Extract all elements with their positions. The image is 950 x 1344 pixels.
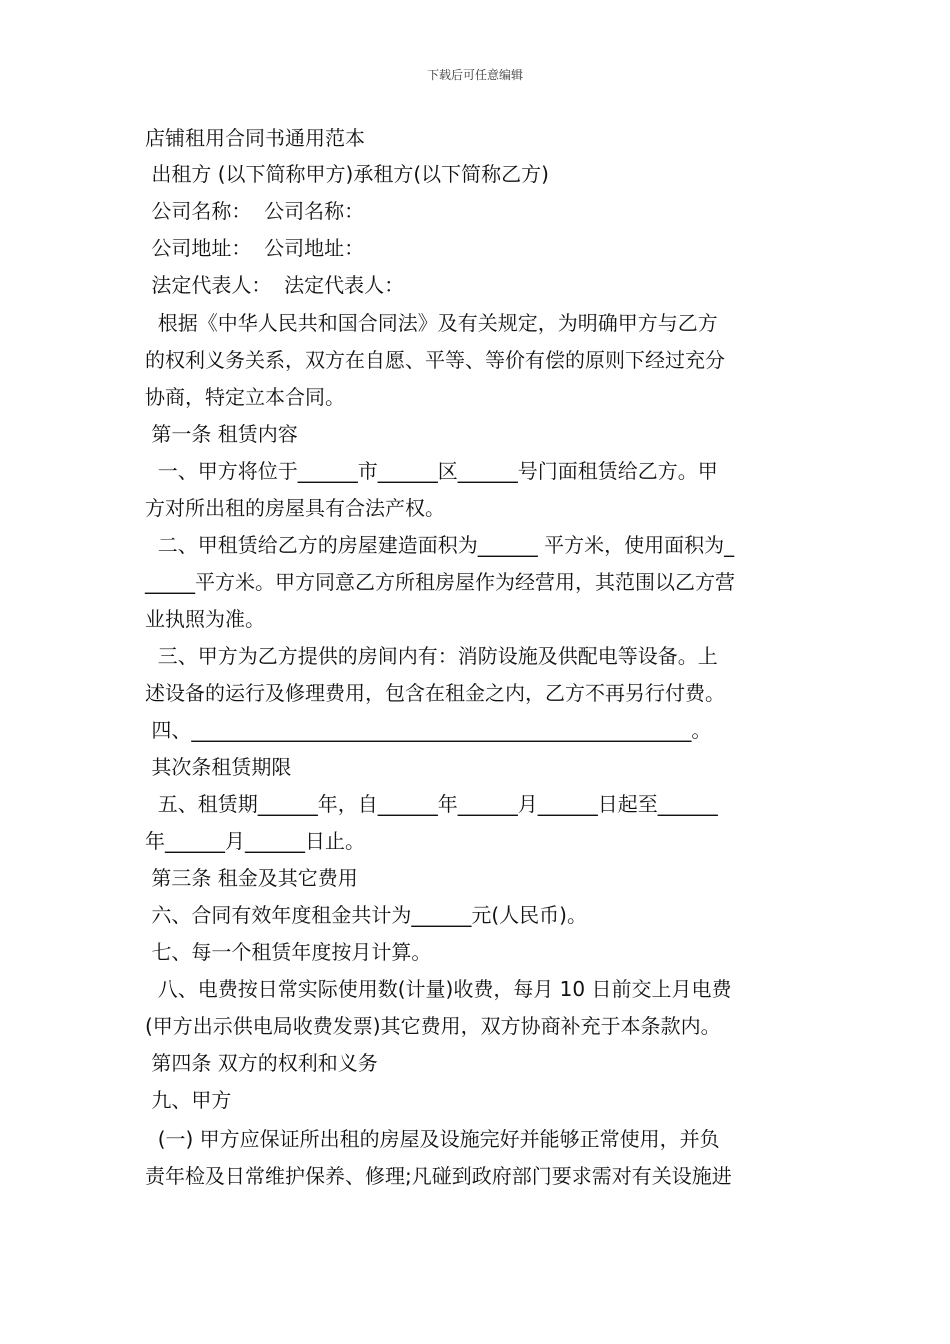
section-heading: 第三条 租金及其它费用 (145, 866, 358, 890)
paragraph-line: 方对所出租的房屋具有合法产权。 (145, 496, 445, 520)
paragraph-line: 协商，特定立本合同。 (145, 385, 345, 409)
paragraph-line: 五、租赁期______年，自______年______月______日起至______ (145, 792, 718, 816)
paragraph-line: 四、__________________________________________________。 (145, 718, 712, 742)
paragraph-line: 公司名称： 公司名称： (145, 199, 365, 223)
paragraph-line: 法定代表人： 法定代表人： (145, 273, 405, 297)
paragraph-line: 六、合同有效年度租金共计为______元(人民币)。 (145, 903, 587, 927)
paragraph-line: 三、甲方为乙方提供的房间内有：消防设施及供配电等设备。上 (145, 644, 718, 668)
section-heading: 第四条 双方的权利和义务 (145, 1051, 378, 1075)
section-heading: 第一条 租赁内容 (145, 422, 298, 446)
paragraph-line: 业执照为准。 (145, 607, 265, 631)
paragraph-line: 二、甲租赁给乙方的房屋建造面积为______ 平方米，使用面积为_ (145, 533, 735, 557)
paragraph-line: (一) 甲方应保证所出租的房屋及设施完好并能够正常使用，并负 (145, 1127, 720, 1151)
page-header: 下载后可任意编辑 (426, 68, 523, 82)
section-heading: 其次条租赁期限 (145, 755, 292, 779)
paragraph-line: 七、每一个租赁年度按月计算。 (145, 940, 432, 964)
paragraph-line: 责年检及日常维护保养、修理;凡碰到政府部门要求需对有关设施进 (145, 1164, 732, 1188)
paragraph-line: 八、电费按日常实际使用数(计量)收费，每月 10 日前交上月电费 (145, 977, 732, 1001)
document-title: 店铺租用合同书通用范本 (145, 126, 365, 150)
paragraph-line: 公司地址： 公司地址： (145, 236, 365, 260)
paragraph-line: 的权利义务关系，双方在自愿、平等、等价有偿的原则下经过充分 (145, 348, 725, 372)
paragraph-line: 出租方 (以下简称甲方)承租方(以下简称乙方) (145, 162, 549, 186)
paragraph-line: 九、甲方 (145, 1088, 232, 1112)
paragraph-line: 述设备的运行及修理费用，包含在租金之内，乙方不再另行付费。 (145, 681, 725, 705)
paragraph-line: 根据《中华人民共和国合同法》及有关规定，为明确甲方与乙方 (145, 311, 718, 335)
paragraph-line: 一、甲方将位于______市______区______号门面租赁给乙方。甲 (145, 459, 718, 483)
paragraph-line: _____平方米。甲方同意乙方所租房屋作为经营用，其范围以乙方营 (145, 570, 735, 594)
paragraph-line: 年______月______日止。 (145, 829, 365, 853)
paragraph-line: (甲方出示供电局收费发票)其它费用，双方协商补充于本条款内。 (145, 1014, 721, 1038)
